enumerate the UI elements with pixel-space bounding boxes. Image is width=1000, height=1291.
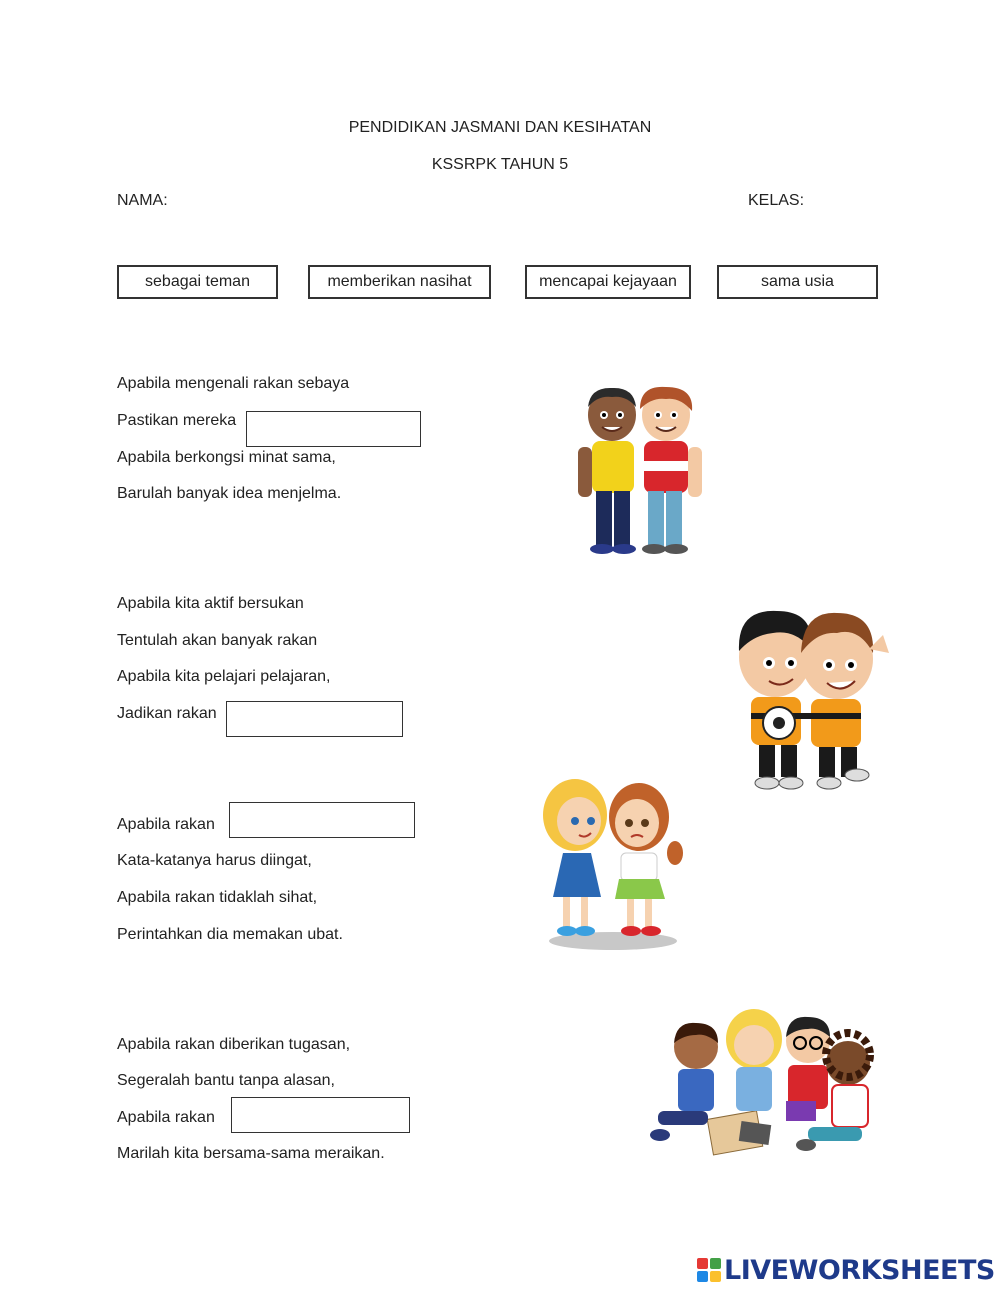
stanza-2-line-4: Jadikan rakan [117, 705, 217, 722]
stanza-1-line-1: Apabila mengenali rakan sebaya [117, 375, 350, 392]
stanza-3-line-4: Perintahkan dia memakan ubat. [117, 926, 343, 943]
name-label: NAMA: [117, 192, 168, 209]
option-mencapai-kejayaan[interactable]: mencapai kejayaan [525, 265, 691, 299]
two-boys-illustration [570, 385, 710, 557]
worksheet-subtitle: KSSRPK TAHUN 5 [431, 156, 569, 173]
stanza-4-line-4: Marilah kita bersama-sama meraikan. [117, 1145, 385, 1162]
stanza-1-line-3: Apabila berkongsi minat sama, [117, 449, 336, 466]
stanza-3-line-1: Apabila rakan [117, 816, 215, 833]
stanza-1-line-4: Barulah banyak idea menjelma. [117, 485, 342, 502]
option-memberikan-nasihat[interactable]: memberikan nasihat [308, 265, 491, 299]
worksheet-title: PENDIDIKAN JASMANI DAN KESIHATAN [348, 119, 652, 136]
option-sebagai-teman[interactable]: sebagai teman [117, 265, 278, 299]
stanza-4-line-2: Segeralah bantu tanpa alasan, [117, 1072, 335, 1089]
answer-blank-4[interactable] [231, 1097, 410, 1133]
answer-blank-2[interactable] [226, 701, 403, 737]
stanza-4-line-3: Apabila rakan [117, 1109, 215, 1126]
liveworksheets-logo-text: LIVEWORKSHEETS [724, 1254, 995, 1286]
stanza-4-line-1: Apabila rakan diberikan tugasan, [117, 1036, 351, 1053]
option-sama-usia[interactable]: sama usia [717, 265, 878, 299]
stanza-1-line-2: Pastikan mereka [117, 412, 237, 429]
stanza-3-line-3: Apabila rakan tidaklah sihat, [117, 889, 318, 906]
answer-blank-3[interactable] [229, 802, 415, 838]
stanza-2-line-3: Apabila kita pelajari pelajaran, [117, 668, 331, 685]
kids-group-study-illustration [648, 1005, 883, 1160]
class-label: KELAS: [748, 192, 805, 209]
two-girls-illustration [535, 775, 690, 953]
stanza-2-line-1: Apabila kita aktif bersukan [117, 595, 304, 612]
answer-blank-1[interactable] [246, 411, 421, 447]
boys-with-football-illustration [733, 605, 893, 793]
liveworksheets-logo [697, 1254, 995, 1286]
stanza-3-line-2: Kata-katanya harus diingat, [117, 852, 312, 869]
liveworksheets-logo-icon [697, 1258, 721, 1282]
stanza-2-line-2: Tentulah akan banyak rakan [117, 632, 318, 649]
